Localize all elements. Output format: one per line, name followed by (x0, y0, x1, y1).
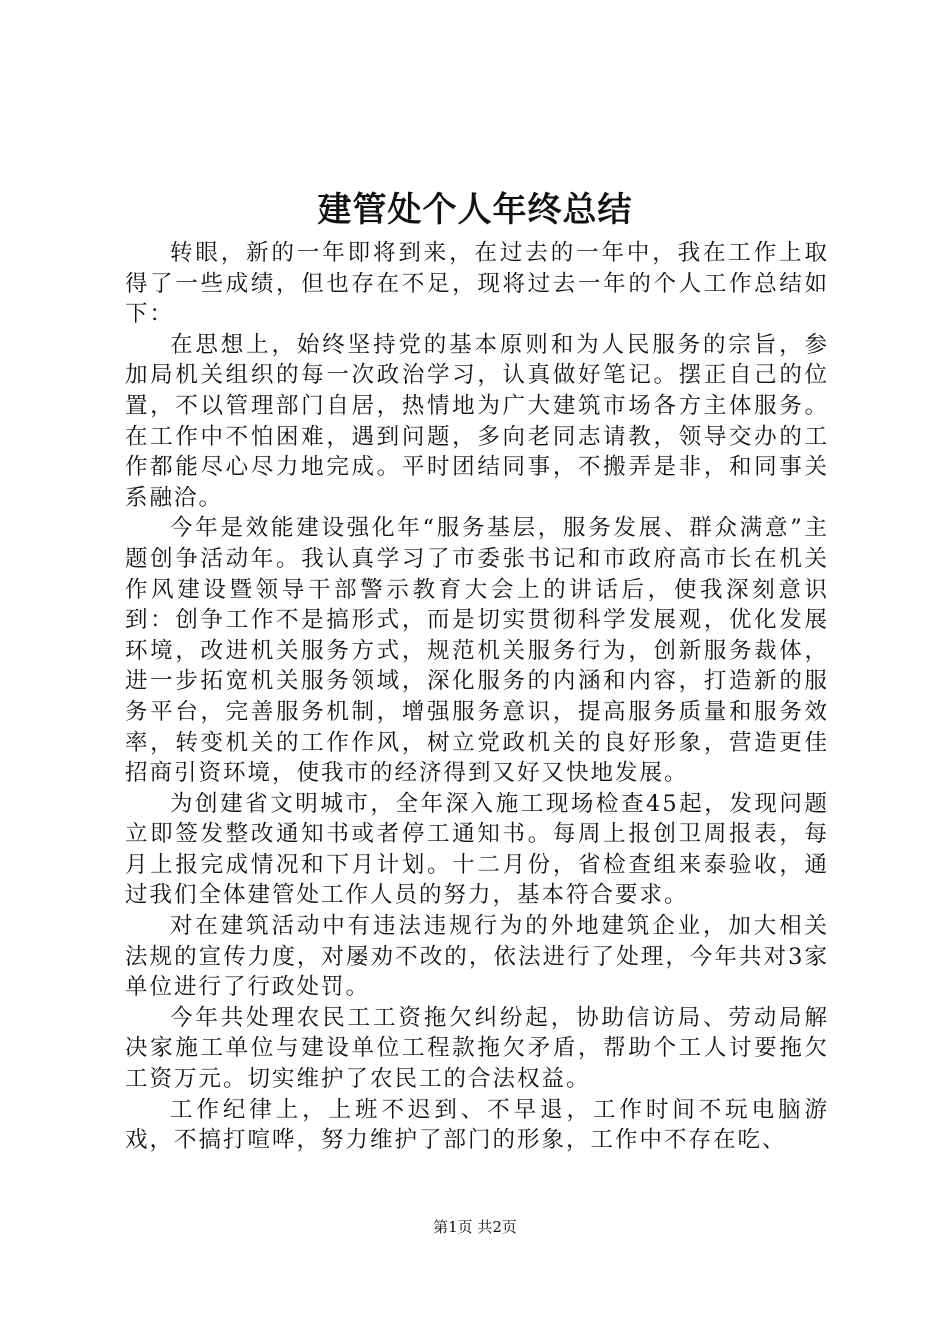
paragraph-ideology: 在思想上，始终坚持党的基本原则和为人民服务的宗旨，参加局机关组织的每一次政治学习，认真做好笔记。摆正自己的位置，不以管理部门自居，热情地为广大建筑市场各方主体服务。在工作中不怕困难，遇到问题，多向老同志请教，领导交办的工作都能尽心尽力地完成。平时团结同事，不搬弄是非，和同事关系融洽。 (125, 331, 829, 511)
document-title: 建管处个人年终总结 (317, 190, 633, 230)
paragraph-wages: 今年共处理农民工工资拖欠纠纷起，协助信访局、劳动局解决家施工单位与建设单位工程款拖欠矛盾，帮助个工人讨要拖欠工资万元。切实维护了农民工的合法权益。 (125, 1004, 829, 1093)
paragraph-enforcement: 对在建筑活动中有违法违规行为的外地建筑企业，加大相关法规的宣传力度，对屡劝不改的，依法进行了处理，今年共对3家单位进行了行政处罚。 (125, 913, 829, 1001)
paragraph-discipline: 工作纪律上，上班不迟到、不早退，工作时间不玩电脑游戏，不搞打喧哗，努力维护了部门的形象，工作中不存在吃、 (125, 1096, 829, 1154)
page-number-footer: 第1页 共2页 (433, 1218, 517, 1236)
paragraph-civilized-city: 为创建省文明城市，全年深入施工现场检查45起，发现问题立即签发整改通知书或者停工通知书。每周上报创卫周报表，每月上报完成情况和下月计划。十二月份，省检查组来泰验收，通过我们全体建管处工作人员的努力，基本符合要求。 (125, 790, 829, 909)
paragraph-efficiency: 今年是效能建设强化年“服务基层，服务发展、群众满意”主题创争活动年。我认真学习了市委张书记和市政府高市长在机关作风建设暨领导干部警示教育大会上的讲话后，使我深刻意识到：创争工作不是搞形式，而是切实贯彻科学发展观，优化发展环境，改进机关服务方式，规范机关服务行为，创新服务裁体，进一步拓宽机关服务领域，深化服务的内涵和内容，打造新的服务平台，完善服务机制，增强服务意识，提高服务质量和服务效率，转变机关的工作作风，树立党政机关的良好形象，营造更佳招商引资环境，使我市的经济得到又好又快地发展。 (125, 515, 829, 787)
paragraph-intro: 转眼，新的一年即将到来，在过去的一年中，我在工作上取得了一些成绩，但也存在不足，现将过去一年的个人工作总结如下： (125, 240, 829, 328)
document-body (125, 238, 829, 1156)
